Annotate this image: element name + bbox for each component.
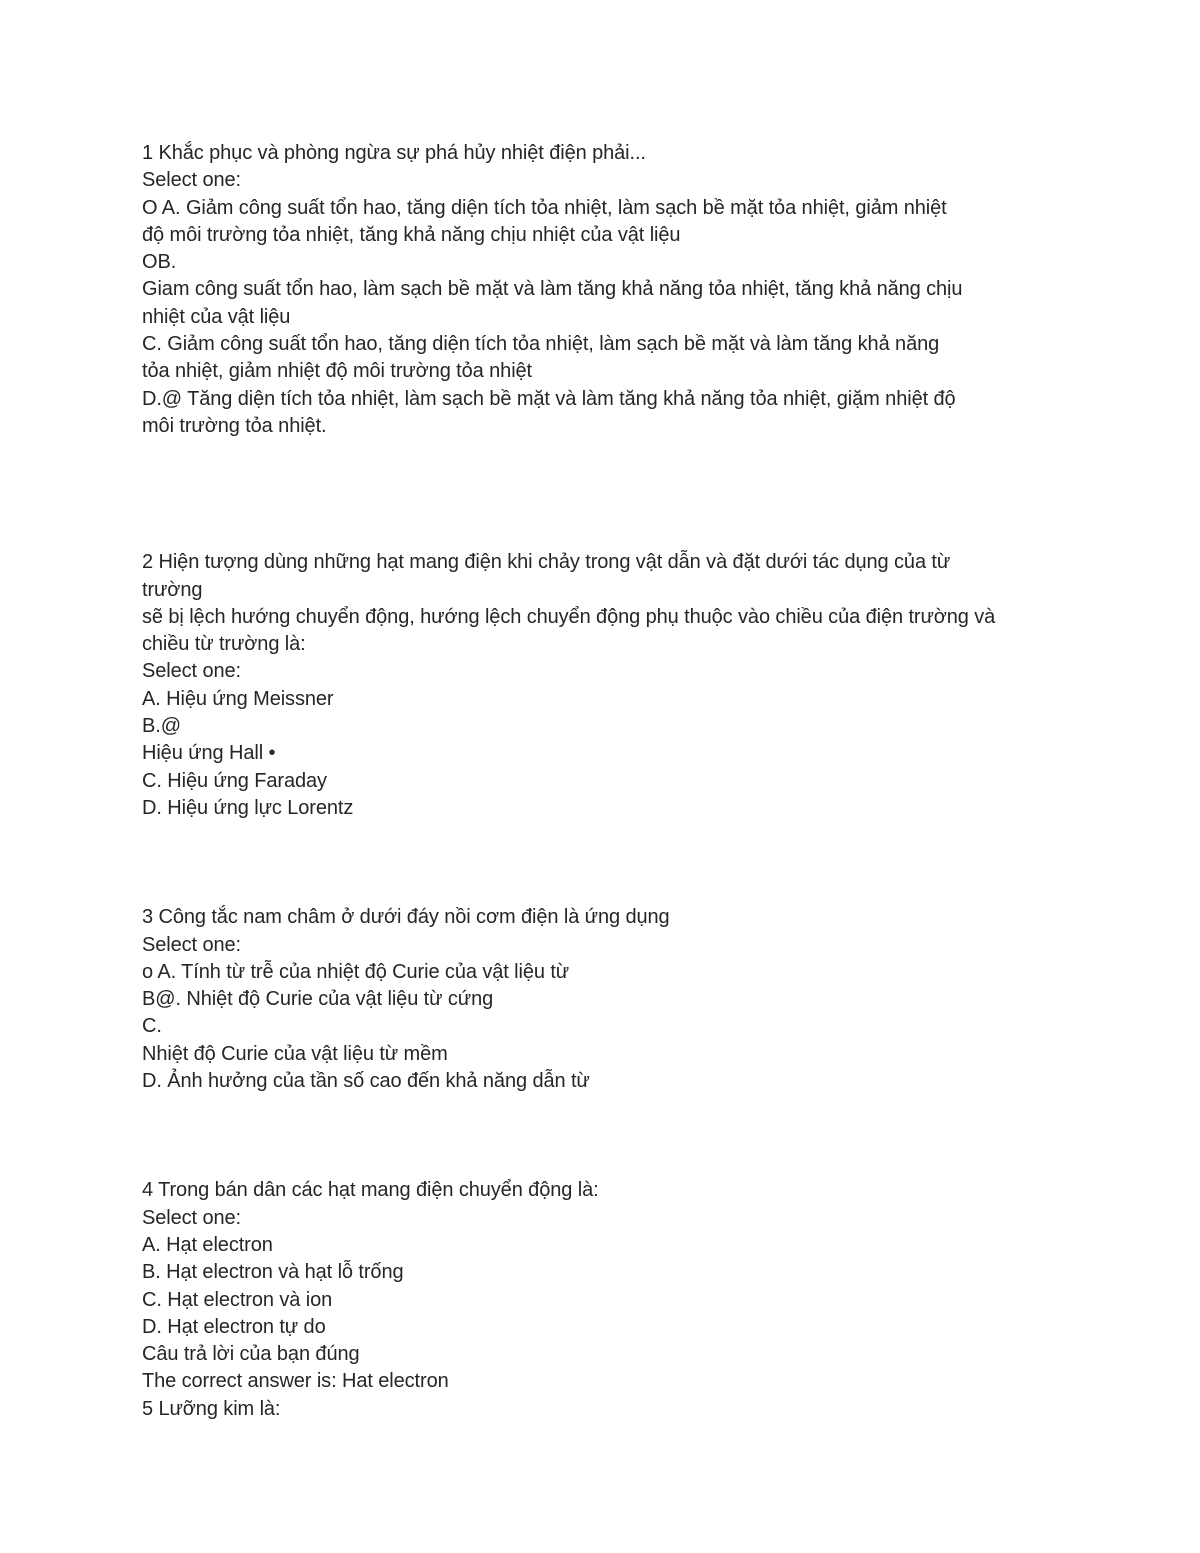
question-1-text: 1 Khắc phục và phòng ngừa sự phá hủy nhiệt điện phải... bbox=[142, 142, 646, 164]
question-2-text-line-2: trường bbox=[142, 578, 203, 601]
document-content bbox=[142, 140, 1072, 1423]
question-1 bbox=[142, 140, 1072, 440]
option-c-line-1: C. Giảm công suất tổn hao, tăng diện tích tỏa nhiệt, làm sạch bề mặt và làm tăng khả năng bbox=[142, 333, 940, 356]
select-one-label: Select one: bbox=[142, 169, 241, 192]
question-5-text: 5 Lưỡng kim là: bbox=[142, 1397, 281, 1420]
select-one-label: Select one: bbox=[142, 660, 241, 683]
option-b-label: OB. bbox=[142, 251, 177, 274]
question-2-text-line-3: sẽ bị lệch hướng chuyển động, hướng lệch chuyển động phụ thuộc vào chiều của điện trường và bbox=[142, 605, 996, 628]
option-c-text: Nhiệt độ Curie của vật liệu từ mềm bbox=[142, 1042, 448, 1065]
select-one-label: Select one: bbox=[142, 1206, 241, 1229]
select-one-label: Select one: bbox=[142, 933, 241, 956]
option-c: C. Hạt electron và ion bbox=[142, 1288, 333, 1311]
option-a: o A. Tính từ trễ của nhiệt độ Curie của vật liệu từ bbox=[142, 960, 570, 983]
option-a-line-2: độ môi trường tỏa nhiệt, tăng khả năng chịu nhiệt của vật liệu bbox=[142, 223, 681, 246]
question-4 bbox=[142, 1177, 1072, 1423]
question-2-text-line-4: chiều từ trường là: bbox=[142, 633, 306, 656]
question-2-text-line-1: 2 Hiện tượng dùng những hạt mang điện khi chảy trong vật dẫn và đặt dưới tác dụng của từ bbox=[142, 551, 951, 574]
option-d: D. Ảnh hưởng của tần số cao đến khả năng dẫn từ bbox=[142, 1070, 590, 1093]
option-a: A. Hiệu ứng Meissner bbox=[142, 687, 334, 710]
option-d-line-1: D.@ Tăng diện tích tỏa nhiệt, làm sạch bề mặt và làm tăng khả năng tỏa nhiệt, giặm nhiệt độ bbox=[142, 387, 956, 410]
option-b-label: B.@ bbox=[142, 715, 181, 738]
option-c-label: C. bbox=[142, 1015, 162, 1038]
option-b-line-2: nhiệt của vật liệu bbox=[142, 305, 291, 328]
option-a: A. Hạt electron bbox=[142, 1233, 273, 1256]
option-c-line-2: tỏa nhiệt, giảm nhiệt độ môi trường tỏa nhiệt bbox=[142, 360, 533, 383]
question-4-text: 4 Trong bán dân các hạt mang điện chuyển động là: bbox=[142, 1179, 599, 1202]
option-b: B. Hạt electron và hạt lỗ trống bbox=[142, 1261, 404, 1284]
correct-answer-text: The correct answer is: Hat electron bbox=[142, 1370, 449, 1393]
question-3 bbox=[142, 904, 1072, 1095]
option-b-line-1: Giam công suất tổn hao, làm sạch bề mặt và làm tăng khả năng tỏa nhiệt, tăng khả năng chịu bbox=[142, 278, 963, 301]
option-a-line-1: O A. Giảm công suất tổn hao, tăng diện tích tỏa nhiệt, làm sạch bề mặt tỏa nhiệt, giảm nhiệt bbox=[142, 196, 947, 219]
question-3-text: 3 Công tắc nam châm ở dưới đáy nồi cơm điện là ứng dụng bbox=[142, 906, 670, 929]
option-c: C. Hiệu ứng Faraday bbox=[142, 769, 327, 792]
option-d-line-2: môi trường tỏa nhiệt. bbox=[142, 414, 327, 437]
option-d: D. Hạt electron tự do bbox=[142, 1315, 326, 1338]
question-2 bbox=[142, 549, 1072, 822]
option-b-text: Hiệu ứng Hall • bbox=[142, 742, 276, 765]
feedback-text: Câu trả lời của bạn đúng bbox=[142, 1343, 360, 1366]
option-d: D. Hiệu ứng lực Lorentz bbox=[142, 796, 354, 819]
option-b: B@. Nhiệt độ Curie của vật liệu từ cứng bbox=[142, 988, 494, 1011]
